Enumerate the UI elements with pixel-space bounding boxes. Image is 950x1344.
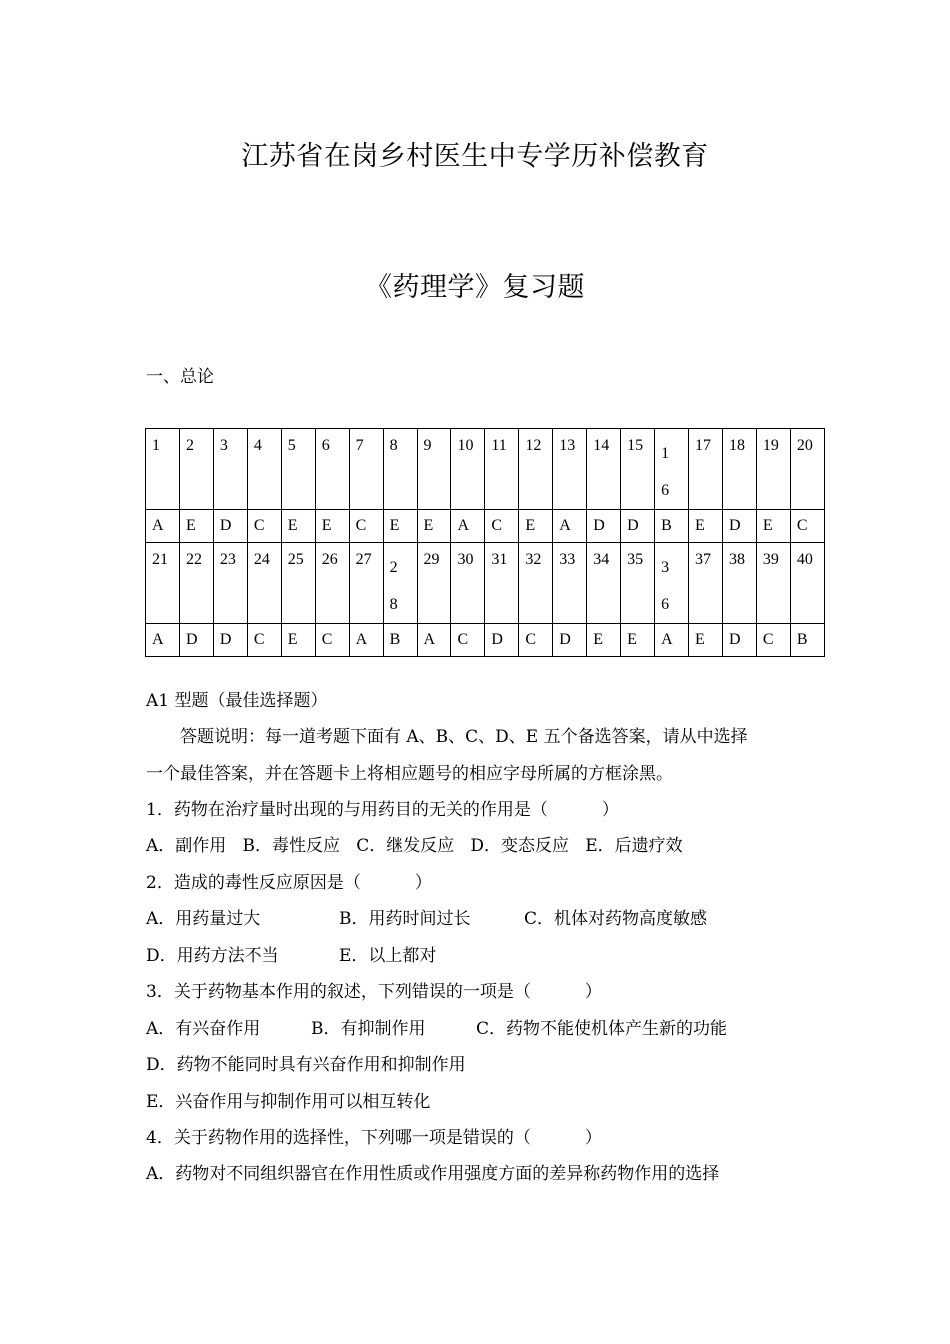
answer-letter-cell: D [485, 624, 519, 657]
answer-letter-cell: E [689, 510, 723, 543]
answer-table-row [146, 429, 825, 510]
question-number-cell: 39 [756, 543, 790, 624]
document-title: 江苏省在岗乡村医生中专学历补偿教育 [241, 141, 709, 172]
question-number-cell: 23 [213, 543, 247, 624]
question-number-cell: 22 [179, 543, 213, 624]
question-number-cell: 21 [146, 543, 180, 624]
answer-letter-cell: B [790, 624, 824, 657]
answer-letter-cell: C [247, 624, 281, 657]
question-number-cell: 8 [383, 429, 417, 510]
question-2-option-c: C．机体对药物高度敏感 [524, 909, 708, 929]
answer-letter-cell: E [417, 510, 451, 543]
question-number-cell: 40 [790, 543, 824, 624]
question-number-cell: 2 [179, 429, 213, 510]
question-number-cell: 32 [519, 543, 553, 624]
answer-letter-cell: A [655, 624, 689, 657]
question-number-cell: 38 [722, 543, 756, 624]
question-3-option-c: C．药物不能使机体产生新的功能 [476, 1019, 728, 1039]
section-heading: 一、总论 [146, 367, 214, 387]
question-number-cell: 35 [621, 543, 655, 624]
question-1-options: A．副作用 B．毒性反应 C．继发反应 D．变态反应 E．后遗疗效 [146, 836, 683, 856]
answer-letter-cell: A [417, 624, 451, 657]
answer-letter-cell: D [179, 624, 213, 657]
answer-key-table [145, 428, 825, 657]
question-number-cell: 1 [146, 429, 180, 510]
question-number-cell: 15 [621, 429, 655, 510]
answer-letter-cell: C [247, 510, 281, 543]
question-2-option-d: D．用药方法不当 [146, 946, 279, 966]
question-number-cell: 3 [213, 429, 247, 510]
question-number-cell: 4 [247, 429, 281, 510]
answer-letter-cell: A [349, 624, 383, 657]
question-number-cell: 34 [587, 543, 621, 624]
answer-letter-cell: A [146, 510, 180, 543]
question-4-option-a: A．药物对不同组织器官在作用性质或作用强度方面的差异称药物作用的选择 [146, 1164, 720, 1184]
answer-letter-cell: E [281, 624, 315, 657]
answer-letter-cell: E [621, 624, 655, 657]
question-number-cell: 27 [349, 543, 383, 624]
answer-letter-cell: D [722, 624, 756, 657]
question-number-cell: 12 [519, 429, 553, 510]
answer-letter-cell: C [790, 510, 824, 543]
answer-table-row [146, 624, 825, 657]
question-number-cell: 9 [417, 429, 451, 510]
question-number-cell: 5 [281, 429, 315, 510]
question-2-option-b: B．用药时间过长 [339, 909, 471, 929]
answer-letter-cell: A [451, 510, 485, 543]
question-type-heading: A1 型题（最佳选择题） [146, 691, 328, 711]
question-number-cell: 1 6 [655, 429, 689, 510]
question-number-cell: 2 8 [383, 543, 417, 624]
question-3-option-b: B．有抑制作用 [311, 1019, 426, 1039]
question-number-cell: 18 [722, 429, 756, 510]
answer-letter-cell: E [281, 510, 315, 543]
instruction-line-2: 一个最佳答案，并在答题卡上将相应题号的相应字母所属的方框涂黑。 [146, 764, 673, 784]
answer-letter-cell: D [587, 510, 621, 543]
question-3: 3．关于药物基本作用的叙述，下列错误的一项是（ ） [146, 982, 602, 1002]
answer-letter-cell: C [485, 510, 519, 543]
answer-letter-cell: C [349, 510, 383, 543]
question-3-option-d: D．药物不能同时具有兴奋作用和抑制作用 [146, 1055, 466, 1075]
answer-table-row [146, 543, 825, 624]
answer-letter-cell: E [315, 510, 349, 543]
answer-letter-cell: D [213, 510, 247, 543]
instruction-line-1: 答题说明：每一道考题下面有 A、B、C、D、E 五个备选答案，请从中选择 [180, 727, 748, 747]
answer-letter-cell: D [722, 510, 756, 543]
question-number-cell: 17 [689, 429, 723, 510]
answer-letter-cell: E [689, 624, 723, 657]
answer-letter-cell: C [451, 624, 485, 657]
answer-letter-cell: E [179, 510, 213, 543]
document-subtitle: 《药理学》复习题 [365, 272, 585, 303]
answer-letter-cell: D [213, 624, 247, 657]
question-2-option-a: A．用药量过大 [146, 909, 261, 929]
question-number-cell: 14 [587, 429, 621, 510]
question-3-option-e: E．兴奋作用与抑制作用可以相互转化 [146, 1092, 431, 1112]
question-number-cell: 13 [553, 429, 587, 510]
question-number-cell: 6 [315, 429, 349, 510]
question-number-cell: 33 [553, 543, 587, 624]
question-number-cell: 19 [756, 429, 790, 510]
question-number-cell: 37 [689, 543, 723, 624]
question-number-cell: 26 [315, 543, 349, 624]
question-4: 4．关于药物作用的选择性，下列哪一项是错误的（ ） [146, 1128, 602, 1148]
question-number-cell: 7 [349, 429, 383, 510]
question-number-cell: 11 [485, 429, 519, 510]
answer-letter-cell: A [553, 510, 587, 543]
answer-letter-cell: E [587, 624, 621, 657]
question-2: 2．造成的毒性反应原因是（ ） [146, 873, 432, 893]
answer-letter-cell: B [383, 624, 417, 657]
question-number-cell: 25 [281, 543, 315, 624]
answer-letter-cell: D [553, 624, 587, 657]
answer-letter-cell: E [383, 510, 417, 543]
question-number-cell: 31 [485, 543, 519, 624]
question-number-cell: 10 [451, 429, 485, 510]
question-number-cell: 24 [247, 543, 281, 624]
question-number-cell: 30 [451, 543, 485, 624]
answer-letter-cell: C [315, 624, 349, 657]
answer-letter-cell: B [655, 510, 689, 543]
question-2-option-e: E．以上都对 [339, 946, 437, 966]
question-number-cell: 3 6 [655, 543, 689, 624]
question-1: 1．药物在治疗量时出现的与用药目的无关的作用是（ ） [146, 800, 619, 820]
answer-letter-cell: C [519, 624, 553, 657]
question-number-cell: 29 [417, 543, 451, 624]
answer-letter-cell: E [519, 510, 553, 543]
answer-letter-cell: D [621, 510, 655, 543]
answer-letter-cell: E [756, 510, 790, 543]
question-number-cell: 20 [790, 429, 824, 510]
answer-letter-cell: C [756, 624, 790, 657]
answer-table-row [146, 510, 825, 543]
question-3-option-a: A．有兴奋作用 [146, 1019, 261, 1039]
answer-letter-cell: A [146, 624, 180, 657]
